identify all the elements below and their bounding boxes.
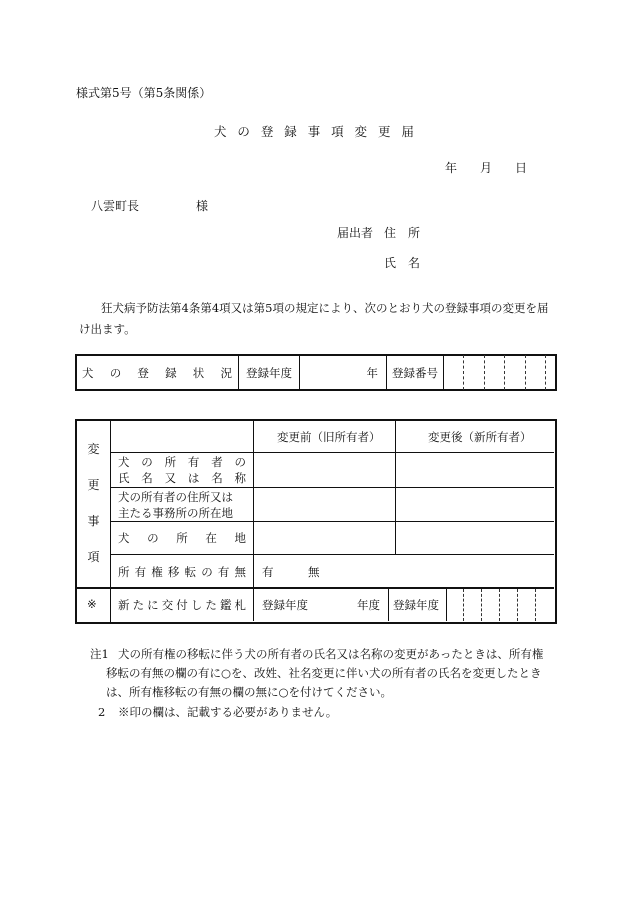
document-title: 犬 の 登 録 事 項 変 更 届	[214, 124, 414, 139]
applicant-label: 届出者	[337, 226, 374, 240]
applicant-address-label: 住 所	[384, 226, 420, 240]
registration-number-digit[interactable]	[464, 355, 484, 390]
change-items-side-label: 変 更 事 項	[87, 441, 100, 565]
column-before-change: 変更前（旧所有者）	[277, 430, 381, 444]
note-1-line1: 犬の所有権の移転に伴う犬の所有者の氏名又は名称の変更があったときは、所有権	[118, 647, 544, 661]
date-day-label: 日	[515, 161, 528, 175]
registration-number-digit[interactable]	[546, 355, 556, 390]
date-month-label: 月	[480, 161, 493, 175]
column-after-change: 変更後（新所有者）	[428, 430, 532, 444]
new-tag-registration-year-label: 登録年度	[262, 598, 308, 612]
owner-address-after-field[interactable]	[397, 489, 552, 520]
owner-name-label-line1: 犬 の 所 有 者 の	[118, 455, 246, 469]
office-use-mark: ※	[87, 597, 97, 611]
registration-number-label: 登録番号	[387, 355, 444, 390]
registration-year-field[interactable]	[300, 355, 387, 390]
registration-number-digit[interactable]	[444, 355, 464, 390]
addressee-honorific: 様	[196, 199, 209, 213]
owner-address-label-line2: 主たる事務所の所在地	[118, 506, 233, 520]
note-1-label: 注1	[90, 647, 109, 661]
body-text-line2: け出ます。	[79, 322, 136, 336]
year-unit: 年	[366, 365, 378, 380]
applicant-name-label: 氏 名	[384, 256, 420, 270]
ownership-transfer-no-option[interactable]: 無	[308, 565, 320, 579]
body-text-line1: 狂犬病予防法第4条第4項又は第5項の規定により、次のとおり犬の登録事項の変更を届	[101, 301, 549, 315]
registration-number-digit[interactable]	[525, 355, 545, 390]
dog-location-label: 犬 の 所 在 地	[118, 531, 246, 545]
addressee-office: 八雲町長	[91, 199, 140, 213]
new-tag-registration-year-label-2: 登録年度	[393, 598, 439, 612]
date-year-label: 年	[445, 161, 458, 175]
dog-location-after-field[interactable]	[397, 523, 552, 553]
form-number: 様式第5号（第5条関係）	[76, 86, 212, 100]
registration-number-digit[interactable]	[484, 355, 504, 390]
note-1-line2: 移転の有無の欄の有に○を、改姓、社名変更に伴い犬の所有者の氏名を変更したとき	[106, 666, 542, 680]
registration-status-label: 犬 の 登 録 状 況	[76, 355, 239, 390]
owner-name-after-field[interactable]	[397, 454, 552, 486]
note-1-line3: は、所有権移転の有無の欄の無に○を付けてください。	[106, 685, 393, 699]
note-2-label: 2	[98, 705, 106, 719]
registration-status-table	[75, 354, 557, 391]
owner-address-before-field[interactable]	[255, 489, 394, 520]
registration-number-digit[interactable]	[505, 355, 525, 390]
ownership-transfer-yes-option[interactable]: 有	[262, 565, 274, 579]
owner-address-label-line1: 犬の所有者の住所又は	[118, 490, 233, 504]
note-2-text: ※印の欄は、記載する必要がありません。	[118, 705, 338, 719]
registration-year-label: 登録年度	[239, 355, 300, 390]
ownership-transfer-label: 所 有 権 移 転 の 有 無	[118, 565, 246, 579]
dog-location-before-field[interactable]	[255, 523, 394, 553]
new-tag-label: 新 た に 交 付 し た 鑑 札	[118, 598, 246, 612]
new-tag-year-unit: 年度	[357, 598, 380, 612]
owner-name-label-line2: 氏 名 又 は 名 称	[118, 471, 246, 485]
owner-name-before-field[interactable]	[255, 454, 394, 486]
